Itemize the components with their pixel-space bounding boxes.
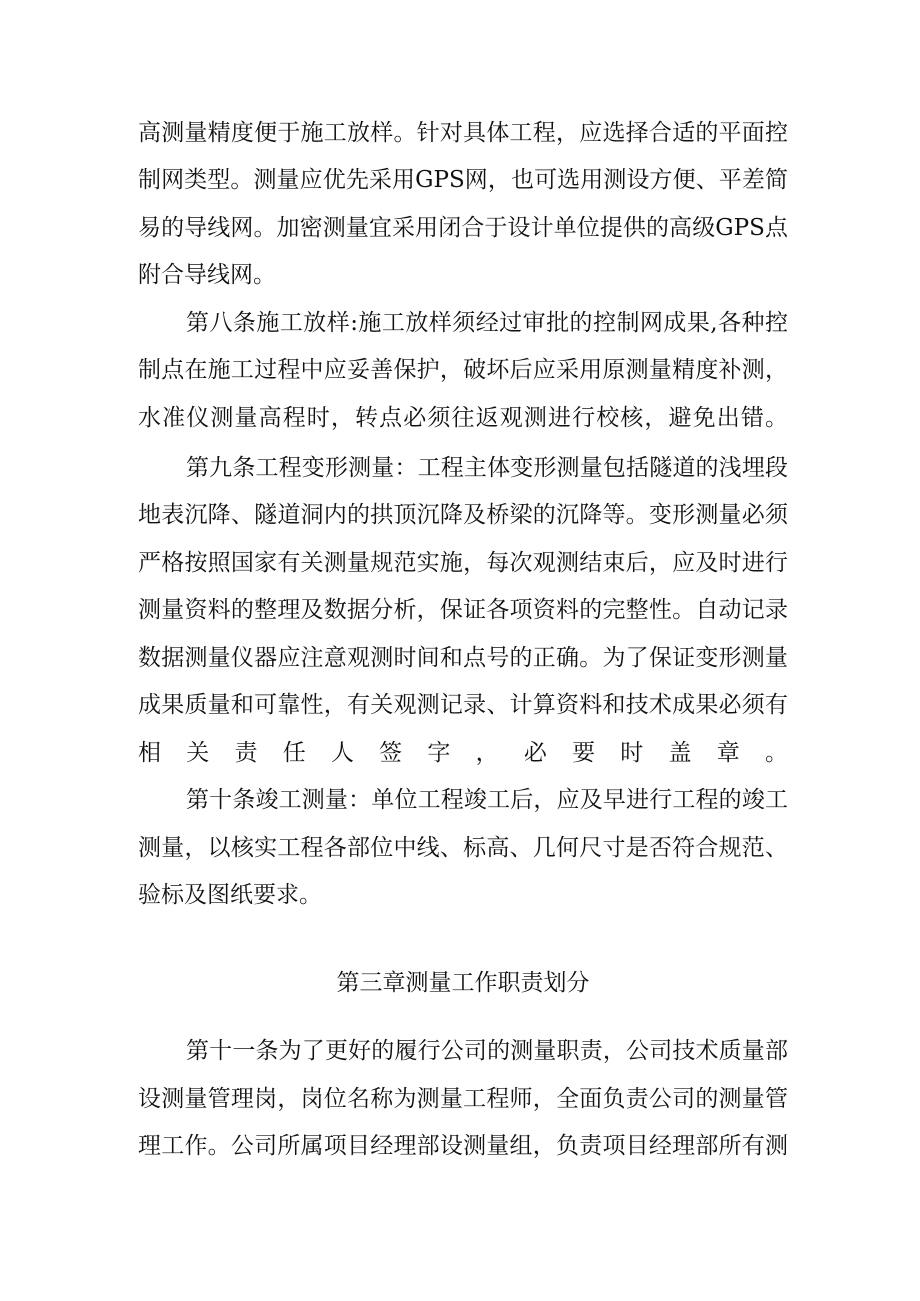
text-line: 设测量管理岗，岗位名称为测量工程师，全面负责公司的测量管 xyxy=(138,1086,788,1112)
text-line: 相关责任人签字，必要时盖章。 xyxy=(138,740,788,766)
text-line: 第九条工程变形测量：工程主体变形测量包括隧道的浅埋段 xyxy=(186,455,788,481)
text-line: 第十条竣工测量：单位工程竣工后，应及早进行工程的竣工 xyxy=(186,787,788,813)
text-line: 第十一条为了更好的履行公司的测量职责，公司技术质量部 xyxy=(186,1038,788,1064)
text-line: 易的导线网。加密测量宜采用闭合于设计单位提供的高级GPS点 xyxy=(138,215,788,241)
text-line: 测量资料的整理及数据分析，保证各项资料的完整性。自动记录 xyxy=(138,597,788,623)
text-line: 制网类型。测量应优先采用GPS网，也可选用测设方便、平差简 xyxy=(138,167,788,193)
text-line: 严格按照国家有关测量规范实施，每次观测结束后，应及时进行 xyxy=(138,550,788,576)
chapter-heading: 第三章测量工作职责划分 xyxy=(336,970,590,996)
text-line: 第八条施工放样:施工放样须经过审批的控制网成果,各种控 xyxy=(186,310,788,336)
text-line: 地表沉降、隧道洞内的拱顶沉降及桥梁的沉降等。变形测量必须 xyxy=(138,502,788,528)
text-line: 理工作。公司所属项目经理部设测量组，负责项目经理部所有测 xyxy=(138,1133,788,1159)
text-line: 验标及图纸要求。 xyxy=(138,882,322,908)
text-line: 成果质量和可靠性，有关观测记录、计算资料和技术成果必须有 xyxy=(138,692,788,718)
text-line: 水准仪测量高程时，转点必须往返观测进行校核，避免出错。 xyxy=(138,405,788,431)
text-line: 数据测量仪器应注意观测时间和点号的正确。为了保证变形测量 xyxy=(138,645,788,671)
text-line: 高测量精度便于施工放样。针对具体工程，应选择合适的平面控 xyxy=(138,120,788,146)
text-line: 制点在施工过程中应妥善保护，破坏后应采用原测量精度补测， xyxy=(138,357,788,383)
text-line: 附合导线网。 xyxy=(138,262,276,288)
text-line: 测量，以核实工程各部位中线、标高、几何尺寸是否符合规范、 xyxy=(138,835,788,861)
